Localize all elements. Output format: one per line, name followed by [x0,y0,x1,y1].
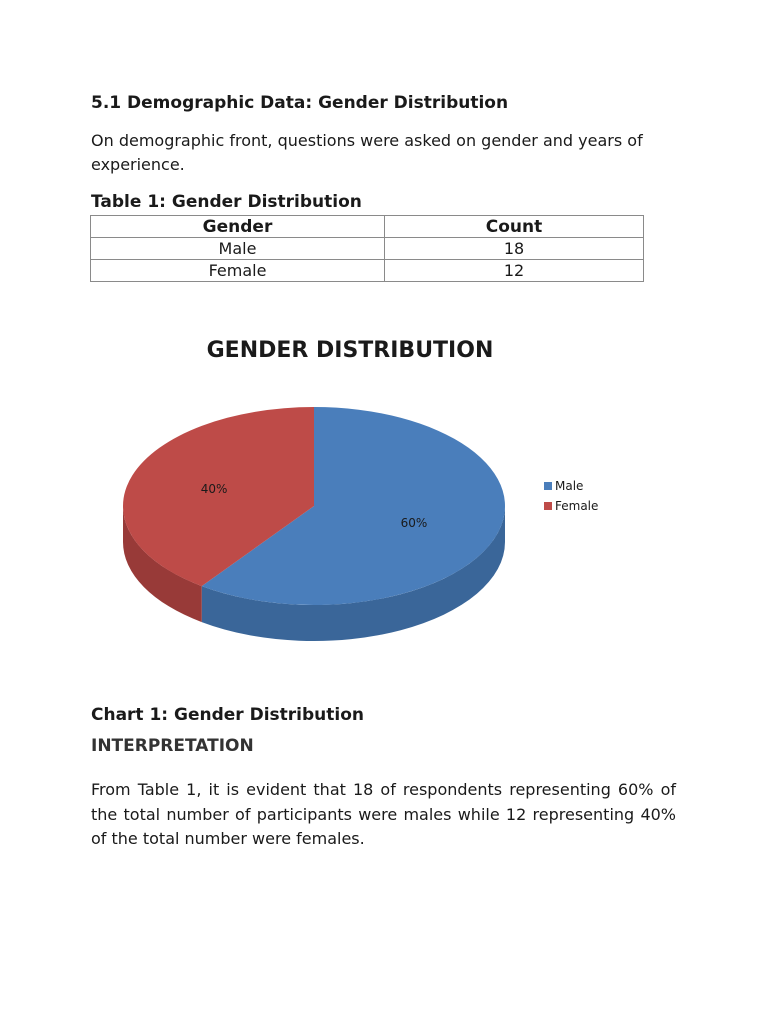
legend-swatch-female [544,502,552,510]
gender-table [90,215,644,282]
table-row [91,238,644,260]
legend-label-male: Male [555,479,584,493]
pie-chart-svg [90,320,650,660]
table-header-row [91,216,644,238]
cell-count: 12 [385,260,644,282]
table-row [91,260,644,282]
legend-label-female: Female [555,499,599,513]
table-caption: Table 1: Gender Distribution [91,192,362,212]
intro-paragraph: On demographic front, questions were asked on gender and years of experience. [91,131,643,174]
interpretation-heading: INTERPRETATION [91,736,254,756]
legend-swatch-male [544,482,552,490]
cell-gender: Female [91,260,385,282]
chart-title: GENDER DISTRIBUTION [206,338,494,363]
data-label-male: 60% [400,515,428,530]
header-count: Count [385,216,644,238]
chart-caption: Chart 1: Gender Distribution [91,705,365,725]
cell-count: 18 [385,238,644,260]
data-label-female: 40% [200,482,228,497]
header-gender: Gender [91,216,385,238]
section-heading: 5.1 Demographic Data: Gender Distribution [91,93,509,113]
pie-chart [90,320,650,660]
interpretation-paragraph: From Table 1, it is evident that 18 of respondents representing 60% of the total number of participants were males while 12 representing 40% of the total number were females. [91,780,676,848]
cell-gender: Male [91,238,385,260]
